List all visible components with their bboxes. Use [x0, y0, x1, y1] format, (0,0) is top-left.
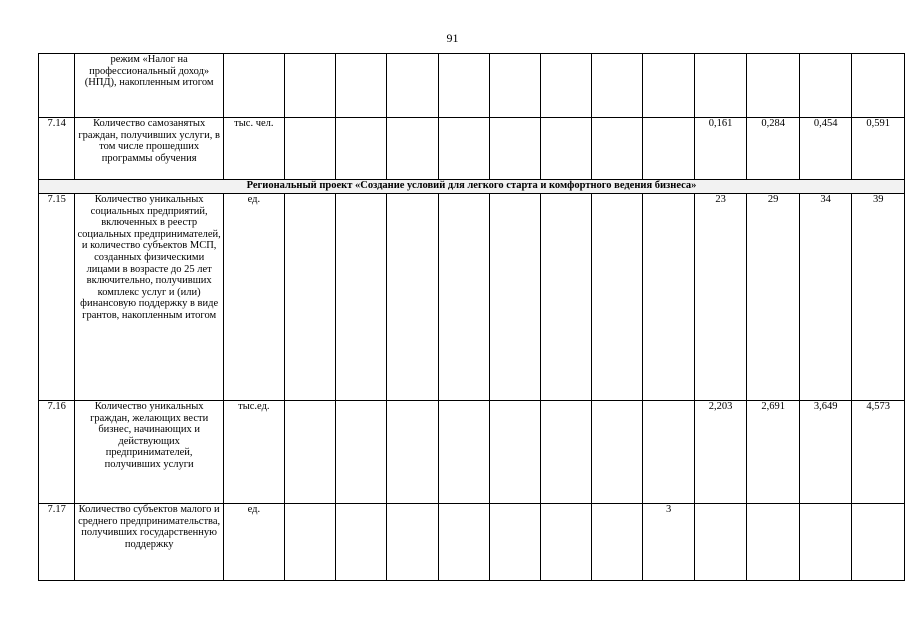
table-row [39, 118, 905, 180]
value-cell [387, 401, 438, 504]
value-cell: 29 [747, 194, 800, 401]
value-cell [852, 54, 905, 118]
value-cell: 34 [799, 194, 852, 401]
value-cell [540, 504, 591, 581]
value-cell: 3 [643, 504, 694, 581]
page-number: 91 [446, 31, 459, 45]
indicator-name: Количество уникальных граждан, желающих вести бизнес, начинающих и действующих предпринимателей, получивших услуги [75, 401, 223, 504]
value-cell [438, 118, 489, 180]
value-cell [747, 54, 800, 118]
value-cell: 4,573 [852, 401, 905, 504]
value-cell [694, 504, 747, 581]
value-cell [489, 118, 540, 180]
value-cell [643, 118, 694, 180]
value-cell [643, 194, 694, 401]
value-cell [694, 54, 747, 118]
value-cell [592, 54, 643, 118]
unit-cell [223, 54, 284, 118]
value-cell: 0,591 [852, 118, 905, 180]
value-cell [643, 401, 694, 504]
value-cell [438, 194, 489, 401]
row-number: 7.14 [39, 118, 75, 180]
indicator-name: режим «Налог на профессиональный доход» (НПД), накопленным итогом [75, 54, 223, 118]
table-row [39, 54, 905, 118]
value-cell [438, 54, 489, 118]
indicator-name: Количество самозанятых граждан, получивших услуги, в том числе прошедших программы обучения [75, 118, 223, 180]
value-cell [438, 401, 489, 504]
value-cell [643, 54, 694, 118]
value-cell [284, 118, 335, 180]
section-header-row [39, 180, 905, 194]
value-cell [540, 54, 591, 118]
value-cell [540, 401, 591, 504]
value-cell [284, 401, 335, 504]
value-cell [489, 54, 540, 118]
value-cell [592, 118, 643, 180]
value-cell [592, 504, 643, 581]
value-cell [540, 118, 591, 180]
value-cell [489, 401, 540, 504]
value-cell [592, 194, 643, 401]
value-cell [336, 401, 387, 504]
value-cell: 0,161 [694, 118, 747, 180]
value-cell: 23 [694, 194, 747, 401]
unit-cell: тыс. чел. [223, 118, 284, 180]
value-cell [336, 194, 387, 401]
row-number [39, 54, 75, 118]
indicators-table [38, 53, 905, 581]
value-cell [387, 118, 438, 180]
unit-cell: ед. [223, 504, 284, 581]
value-cell: 3,649 [799, 401, 852, 504]
value-cell [387, 54, 438, 118]
table-row [39, 194, 905, 401]
value-cell [284, 504, 335, 581]
row-number: 7.17 [39, 504, 75, 581]
value-cell [336, 118, 387, 180]
value-cell: 0,454 [799, 118, 852, 180]
value-cell [284, 54, 335, 118]
value-cell [799, 504, 852, 581]
value-cell: 39 [852, 194, 905, 401]
value-cell [489, 194, 540, 401]
value-cell [336, 54, 387, 118]
unit-cell: ед. [223, 194, 284, 401]
value-cell [284, 194, 335, 401]
value-cell: 2,691 [747, 401, 800, 504]
indicator-name: Количество субъектов малого и среднего предпринимательства, получивших государственную поддержку [75, 504, 223, 581]
row-number: 7.16 [39, 401, 75, 504]
value-cell: 2,203 [694, 401, 747, 504]
table-row [39, 504, 905, 581]
value-cell [799, 54, 852, 118]
value-cell [438, 504, 489, 581]
value-cell [336, 504, 387, 581]
value-cell [387, 194, 438, 401]
value-cell [592, 401, 643, 504]
value-cell [852, 504, 905, 581]
value-cell [387, 504, 438, 581]
value-cell [489, 504, 540, 581]
section-title: Региональный проект «Создание условий для легкого старта и комфортного ведения бизнеса» [39, 180, 905, 194]
value-cell [540, 194, 591, 401]
indicator-name: Количество уникальных социальных предприятий, включенных в реестр социальных предпринимателей, и количество субъектов МСП, созданных физическими лицами в возрасте до 25 лет включительно, получивших комплекс услуг и (или) финансовую поддержку в виде грантов, накопленным итогом [75, 194, 223, 401]
table-row [39, 401, 905, 504]
value-cell: 0,284 [747, 118, 800, 180]
value-cell [747, 504, 800, 581]
row-number: 7.15 [39, 194, 75, 401]
unit-cell: тыс.ед. [223, 401, 284, 504]
